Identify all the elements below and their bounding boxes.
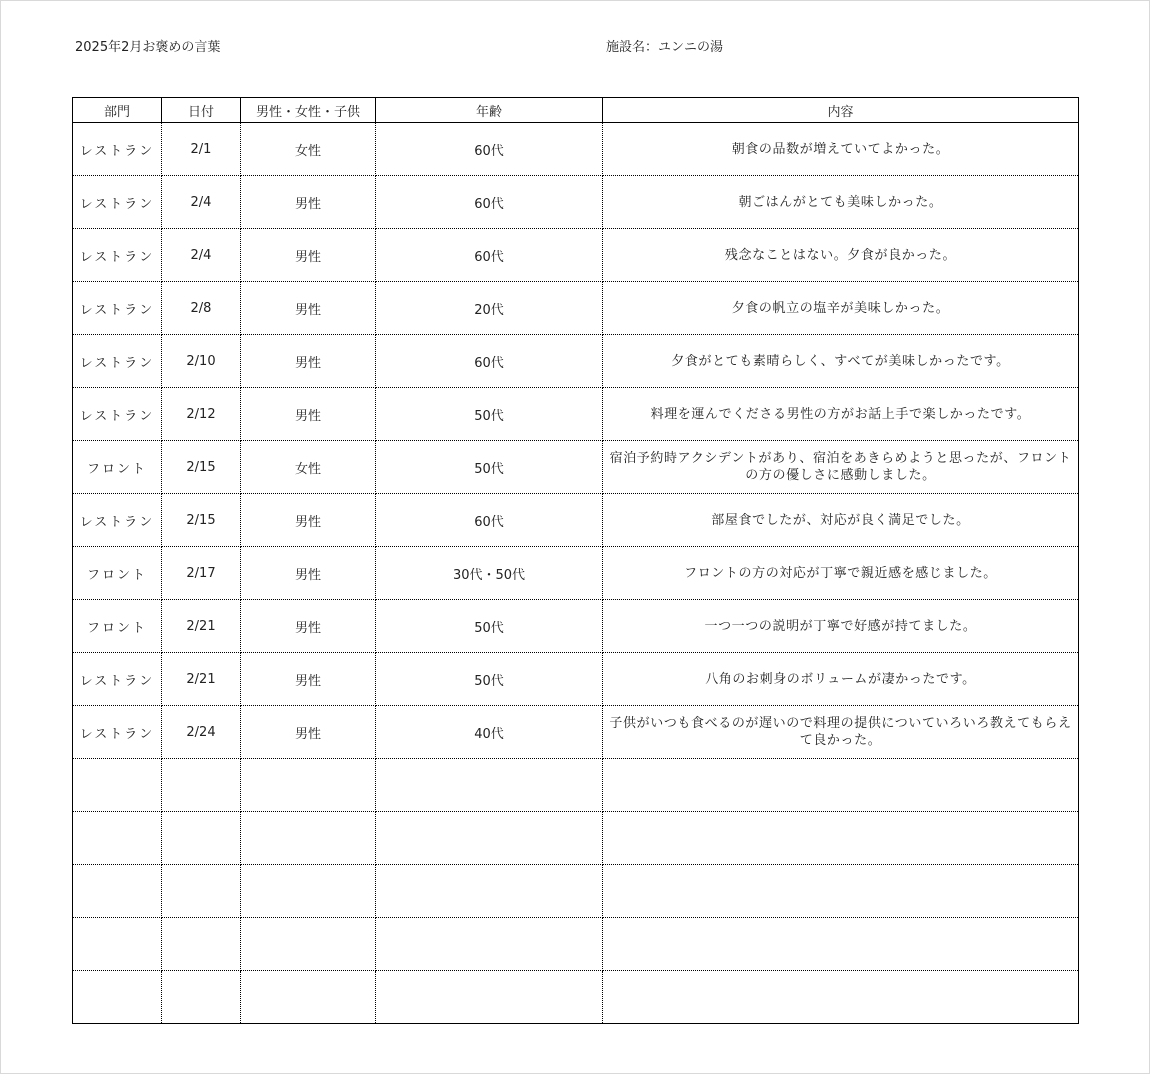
table-row bbox=[73, 176, 1079, 229]
date-cell: 2/4 bbox=[162, 229, 241, 282]
table-row bbox=[73, 282, 1079, 335]
gender-cell: 男性 bbox=[241, 388, 376, 441]
age-cell bbox=[376, 812, 603, 865]
gender-cell: 男性 bbox=[241, 176, 376, 229]
gender-cell: 男性 bbox=[241, 494, 376, 547]
age-cell bbox=[376, 971, 603, 1024]
content-cell: 八角のお刺身のボリュームが凄かったです。 bbox=[603, 653, 1079, 706]
date-cell: 2/17 bbox=[162, 547, 241, 600]
header-department: 部門 bbox=[73, 98, 162, 123]
table-row bbox=[73, 229, 1079, 282]
age-cell: 20代 bbox=[376, 282, 603, 335]
gender-cell: 男性 bbox=[241, 547, 376, 600]
date-cell: 2/1 bbox=[162, 123, 241, 176]
content-cell: 夕食の帆立の塩辛が美味しかった。 bbox=[603, 282, 1079, 335]
age-cell: 60代 bbox=[376, 494, 603, 547]
date-cell bbox=[162, 971, 241, 1024]
content-cell bbox=[603, 759, 1079, 812]
content-cell: 夕食がとても素晴らしく、すべてが美味しかったです。 bbox=[603, 335, 1079, 388]
date-cell bbox=[162, 865, 241, 918]
department-cell: レストラン bbox=[73, 176, 162, 229]
header-date: 日付 bbox=[162, 98, 241, 123]
content-cell: 一つ一つの説明が丁寧で好感が持てました。 bbox=[603, 600, 1079, 653]
content-cell: 料理を運んでくださる男性の方がお話上手で楽しかったです。 bbox=[603, 388, 1079, 441]
date-cell: 2/21 bbox=[162, 653, 241, 706]
department-cell bbox=[73, 759, 162, 812]
date-cell: 2/15 bbox=[162, 441, 241, 494]
content-cell: 宿泊予約時アクシデントがあり、宿泊をあきらめようと思ったが、フロントの方の優しさに感動しました。 bbox=[603, 441, 1079, 494]
content-cell bbox=[603, 865, 1079, 918]
age-cell: 50代 bbox=[376, 388, 603, 441]
header-content: 内容 bbox=[603, 98, 1079, 123]
gender-cell: 男性 bbox=[241, 229, 376, 282]
content-cell: 朝食の品数が増えていてよかった。 bbox=[603, 123, 1079, 176]
table-row bbox=[73, 865, 1079, 918]
department-cell bbox=[73, 971, 162, 1024]
table-row bbox=[73, 335, 1079, 388]
header-gender: 男性・女性・子供 bbox=[241, 98, 376, 123]
department-cell: レストラン bbox=[73, 388, 162, 441]
gender-cell bbox=[241, 971, 376, 1024]
department-cell: レストラン bbox=[73, 282, 162, 335]
content-cell bbox=[603, 971, 1079, 1024]
department-cell bbox=[73, 812, 162, 865]
content-cell bbox=[603, 918, 1079, 971]
age-cell: 50代 bbox=[376, 600, 603, 653]
gender-cell: 男性 bbox=[241, 653, 376, 706]
age-cell bbox=[376, 759, 603, 812]
content-cell: 残念なことはない。夕食が良かった。 bbox=[603, 229, 1079, 282]
age-cell: 40代 bbox=[376, 706, 603, 759]
table-header-row bbox=[73, 98, 1079, 123]
department-cell: フロント bbox=[73, 600, 162, 653]
gender-cell bbox=[241, 865, 376, 918]
age-cell bbox=[376, 918, 603, 971]
age-cell: 60代 bbox=[376, 123, 603, 176]
department-cell bbox=[73, 865, 162, 918]
age-cell: 50代 bbox=[376, 653, 603, 706]
date-cell: 2/10 bbox=[162, 335, 241, 388]
date-cell bbox=[162, 918, 241, 971]
date-cell bbox=[162, 759, 241, 812]
gender-cell: 女性 bbox=[241, 441, 376, 494]
content-cell: 部屋食でしたが、対応が良く満足でした。 bbox=[603, 494, 1079, 547]
gender-cell bbox=[241, 918, 376, 971]
department-cell: レストラン bbox=[73, 494, 162, 547]
sheet-title: 2025年2月お褒めの言葉 bbox=[75, 40, 221, 55]
age-cell: 60代 bbox=[376, 176, 603, 229]
age-cell: 30代・50代 bbox=[376, 547, 603, 600]
date-cell: 2/4 bbox=[162, 176, 241, 229]
table-row bbox=[73, 812, 1079, 865]
date-cell: 2/8 bbox=[162, 282, 241, 335]
date-cell: 2/24 bbox=[162, 706, 241, 759]
facility-name: 施設名：ユンニの湯 bbox=[606, 40, 724, 55]
date-cell: 2/12 bbox=[162, 388, 241, 441]
header-age: 年齢 bbox=[376, 98, 603, 123]
table-row bbox=[73, 547, 1079, 600]
gender-cell: 女性 bbox=[241, 123, 376, 176]
department-cell: レストラン bbox=[73, 229, 162, 282]
content-cell: フロントの方の対応が丁寧で親近感を感じました。 bbox=[603, 547, 1079, 600]
table-body bbox=[73, 123, 1079, 1024]
age-cell bbox=[376, 865, 603, 918]
department-cell: フロント bbox=[73, 547, 162, 600]
table-row bbox=[73, 971, 1079, 1024]
department-cell: レストラン bbox=[73, 335, 162, 388]
gender-cell: 男性 bbox=[241, 706, 376, 759]
gender-cell: 男性 bbox=[241, 282, 376, 335]
table-row bbox=[73, 918, 1079, 971]
department-cell bbox=[73, 918, 162, 971]
date-cell: 2/15 bbox=[162, 494, 241, 547]
table-row bbox=[73, 653, 1079, 706]
date-cell bbox=[162, 812, 241, 865]
department-cell: フロント bbox=[73, 441, 162, 494]
content-cell: 子供がいつも食べるのが遅いので料理の提供についていろいろ教えてもらえて良かった。 bbox=[603, 706, 1079, 759]
table-row bbox=[73, 123, 1079, 176]
content-cell: 朝ごはんがとても美味しかった。 bbox=[603, 176, 1079, 229]
age-cell: 60代 bbox=[376, 229, 603, 282]
table-row bbox=[73, 759, 1079, 812]
gender-cell: 男性 bbox=[241, 600, 376, 653]
date-cell: 2/21 bbox=[162, 600, 241, 653]
gender-cell bbox=[241, 812, 376, 865]
compliments-table bbox=[72, 97, 1079, 1024]
age-cell: 60代 bbox=[376, 335, 603, 388]
gender-cell: 男性 bbox=[241, 335, 376, 388]
table-row bbox=[73, 600, 1079, 653]
gender-cell bbox=[241, 759, 376, 812]
table-row bbox=[73, 706, 1079, 759]
table-row bbox=[73, 388, 1079, 441]
department-cell: レストラン bbox=[73, 653, 162, 706]
table-row bbox=[73, 494, 1079, 547]
content-cell bbox=[603, 812, 1079, 865]
department-cell: レストラン bbox=[73, 123, 162, 176]
table-row bbox=[73, 441, 1079, 494]
department-cell: レストラン bbox=[73, 706, 162, 759]
age-cell: 50代 bbox=[376, 441, 603, 494]
